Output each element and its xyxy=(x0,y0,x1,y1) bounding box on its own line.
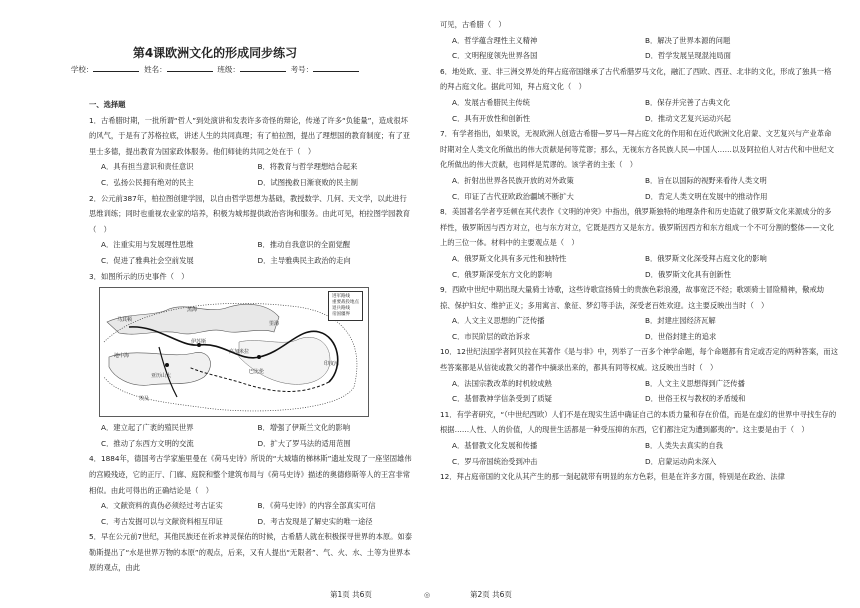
option[interactable]: D．俄罗斯文化具有创新性 xyxy=(645,269,731,279)
question-4-options xyxy=(89,498,414,529)
question-1: 1．古希腊时期，一批所谓“哲人”到处演讲和发表许多奇怪的辩论，传递了许多“负能量”，造成很坏的风气，于是有了苏格拉底，讲述人生的共同真理；有了柏拉图，提出了理想国的教育制度；有了亚里士多德，提出教育为国家政体服务。他们师徒的共同之处在于（ ） xyxy=(89,115,411,156)
student-info xyxy=(0,63,430,75)
legend-item: 进军路线 xyxy=(332,294,350,300)
question-5-options xyxy=(440,33,838,64)
option[interactable]: A．哲学蕴含理性主义精神 xyxy=(452,35,538,45)
question-11: 11．有学者研究，“（中世纪西欧）人们不是在现实生活中确证自己的本质力量和存在价值，而是在虚幻的世界中寻找生存的根据……人性、人的价值，人的现世生活都是一种受压抑的东西，它们都注定为遭到鄙夷的”。这主要是由于（ ） xyxy=(440,409,837,435)
option[interactable]: A．俄罗斯文化具有多元性和独特性 xyxy=(452,253,567,263)
question-1-options xyxy=(89,159,414,190)
option[interactable]: C．弘扬公民拥有绝对的民主 xyxy=(101,177,194,187)
map-label: 黑海 xyxy=(187,307,198,314)
binding-mark-icon: ◎ xyxy=(424,591,431,599)
option[interactable]: B．将教育与哲学理想结合起来 xyxy=(257,162,358,172)
section-heading: 一、选择题 xyxy=(89,100,126,109)
option[interactable]: B．封建庄园经济瓦解 xyxy=(645,316,716,326)
question-6-options xyxy=(440,95,838,126)
map-label: 马其顿 xyxy=(117,317,133,324)
map-label: 埃及 xyxy=(139,396,150,403)
question-5: 5．早在公元前7世纪，其他民族还在祈求神灵保佑的时候，古希腊人就在积极探寻世界的本原。如泰勒斯提出了“水是世界万物的本原”的观点，后来，又有人提出“无限者”、气、火、水、土等为世界本原的观点，由此 xyxy=(89,532,413,573)
legend-item: 重要战役地点 xyxy=(332,300,359,306)
question-7-options xyxy=(440,173,838,204)
option[interactable]: D．考古发现是了解史实的唯一途径 xyxy=(257,516,373,526)
option[interactable]: B．增强了伊斯兰文化的影响 xyxy=(257,423,351,433)
option[interactable]: C．罗马帝国统治受到冲击 xyxy=(452,456,538,466)
option[interactable]: A．折射出世界各民族开放的对外政策 xyxy=(452,175,574,185)
question-9-options xyxy=(440,313,838,344)
question-10: 10．12世纪法国学者阿贝拉在其著作《是与非》中，列举了一百多个神学命题，每个命题都有肯定或否定的两种答案，而这些答案都是从信徒或教父的著作中摘录出来的，都具有同等权威。这反映出当时（ ） xyxy=(440,347,839,373)
option[interactable]: A．发展古希腊民主传统 xyxy=(452,97,530,107)
map-label: 印度河 xyxy=(324,361,340,368)
history-map xyxy=(99,287,369,417)
question-3-options xyxy=(89,420,414,451)
class-field[interactable] xyxy=(240,63,286,72)
option[interactable]: D．推动文艺复兴运动兴起 xyxy=(645,113,731,123)
map-label: 里海 xyxy=(269,321,280,328)
option[interactable]: C．市民阶层的政治诉求 xyxy=(452,331,531,341)
option[interactable]: A．具有担当意识和责任意识 xyxy=(101,162,194,172)
legend-item: 帝国疆界 xyxy=(332,312,350,318)
option[interactable]: C．促进了雅典社会空前发展 xyxy=(101,255,194,265)
right-page xyxy=(430,0,860,608)
question-7: 7．有学者指出，如果说，无视欧洲人创造古希腊—罗马—拜占庭文化的作用和在近代欧洲文化启蒙、文艺复兴与产业革命时期对全人类文化所做出的伟大贡献是何等荒谬；那么，无视东方各民族人民—中国人……以及阿拉伯人对古代和中世纪文化所做出的伟大贡献，也同样是荒谬的。该学者的主张（ ） xyxy=(440,129,835,170)
option[interactable]: A．法国宗教改革的时机较成熟 xyxy=(452,378,552,388)
question-2: 2．公元前387年，柏拉图创建学园，以自由哲学思想为基础，教授数学、几何、天文学，以此进行思维训练；同时也重视农业家的培养，积极为城邦提供政治咨询和服务。由此可见，柏拉图学园教育（ ） xyxy=(89,193,411,234)
option[interactable]: D．肯定人类文明在发展中的推动作用 xyxy=(645,191,768,201)
legend-item: 退兵路线 xyxy=(332,306,350,312)
school-label: 学校： xyxy=(70,65,94,74)
option[interactable]: B．人文主义思想得到广泛传播 xyxy=(645,378,745,388)
option[interactable]: C．基督教神学信条受到了质疑 xyxy=(452,394,552,404)
page-title: 第4课欧洲文化的形成同步练习 xyxy=(132,46,298,60)
question-10-options xyxy=(440,376,838,407)
right-column xyxy=(440,17,838,485)
option[interactable]: D．主导雅典民主政治的走向 xyxy=(257,255,351,265)
option[interactable]: D．启蒙运动尚未深入 xyxy=(645,456,717,466)
option[interactable]: B．推动自我意识的全面觉醒 xyxy=(257,240,351,250)
option[interactable]: D．世俗王权与教权的矛盾缓和 xyxy=(645,394,746,404)
name-label: 姓名： xyxy=(144,65,167,74)
map-label: 地中海 xyxy=(114,353,130,360)
option[interactable]: C．推动了东西方文明的交流 xyxy=(101,438,194,448)
map-label: 亚历山大 xyxy=(151,373,172,380)
map-legend xyxy=(328,291,363,321)
option[interactable]: B．解决了世界本源的问题 xyxy=(645,35,731,45)
question-8-options xyxy=(440,251,838,282)
option[interactable]: D．扩大了罗马法的适用范围 xyxy=(257,438,351,448)
option[interactable]: B．《荷马史诗》的内容全部真实可信 xyxy=(257,501,376,511)
option[interactable]: D．世俗封建主的追求 xyxy=(645,331,717,341)
option[interactable]: A．基督教文化发展和传播 xyxy=(452,441,538,451)
question-4: 4．1884年，德国考古学家施里曼在《荷马史诗》所说的“大城墙的梯林斯”遗址发现了一座坚固雄伟的宫殿残迹，它的正厅、门廊、庭院和整个建筑布局与《荷马史诗》描述的奥德修斯等人的王宫非常相似。由此可得出的正确结论是（ ） xyxy=(89,454,412,495)
option[interactable]: A．注重实用与发展理性思维 xyxy=(101,240,194,250)
option[interactable]: C．考古发掘可以与文献资料相互印证 xyxy=(101,516,223,526)
option[interactable]: C．具有开放性和创新性 xyxy=(452,113,531,123)
question-6: 6．地处欧、亚、非三洲交界处的拜占庭帝国继承了古代希腊罗马文化，融汇了西欧、西亚、北非的文化，形成了独具一格的拜占庭文化。据此可知，拜占庭文化（ ） xyxy=(440,66,832,92)
question-2-options xyxy=(89,237,414,268)
class-label: 班级： xyxy=(217,65,240,74)
question-5-cont: 可见，古希腊（ ） xyxy=(440,20,506,29)
option[interactable]: C．印证了古代亚欧政治疆域不断扩大 xyxy=(452,191,574,201)
option[interactable]: A．人文主义思想的广泛传播 xyxy=(452,316,545,326)
exam-field[interactable] xyxy=(313,63,359,72)
question-9: 9．西欧中世纪中期出现大量骑士诗歌，这些诗歌宣扬骑士的贵族色彩浪漫，故事宽泛不经；歌颂骑士冒险精神，儆戒劫掠、保护妇女、维护正义；多用寓言、象征、梦幻等手法，深受老百姓欢迎。这主要反映出当时（ ） xyxy=(440,285,825,310)
name-field[interactable] xyxy=(167,63,213,72)
map-label: 巴比伦 xyxy=(249,369,265,376)
option[interactable]: D．试图挽救日渐衰败的民主制 xyxy=(257,177,358,187)
option[interactable]: C．俄罗斯深受东方文化的影响 xyxy=(452,269,552,279)
option[interactable]: A．文献资料的真伪必须经过考古证实 xyxy=(101,501,223,511)
option[interactable]: B．人类失去真实的自我 xyxy=(645,441,723,451)
map-label: 高加米拉 xyxy=(229,349,250,356)
page-footer: 第1页 共6页 xyxy=(330,590,372,599)
option[interactable]: B．旨在以国际的视野来看待人类文明 xyxy=(645,175,767,185)
option[interactable]: C．文明程度领先世界各国 xyxy=(452,51,538,61)
left-column xyxy=(89,97,414,576)
option[interactable]: B．俄罗斯文化深受拜占庭文化的影响 xyxy=(645,253,767,263)
option[interactable]: B．保存并完善了古典文化 xyxy=(645,97,731,107)
option[interactable]: D．哲学发展呈现混沌局面 xyxy=(645,51,731,61)
question-11-options xyxy=(440,438,838,469)
question-3: 3．如图所示的历史事件（ ） xyxy=(89,271,189,281)
map-label: 伊苏斯 xyxy=(191,339,207,346)
question-12: 12．拜占庭帝国的文化从其产生的那一刻起就带有明显的东方色彩，但是在许多方面，特别是在政治、法律 xyxy=(440,472,785,482)
page-footer: 第2页 共6页 xyxy=(470,590,512,599)
school-field[interactable] xyxy=(93,63,139,72)
question-8: 8．美国著名学者亨廷顿在其代表作《文明的冲突》中指出，俄罗斯独特的地理条件和历史造就了俄罗斯文化来源成分的多样性，俄罗斯因与西方对立，也与东方对立，它既是西方又是东方。俄罗斯因西方和东方组成一个不可分割的整体——文化上的三位一体。材料中的主要观点是（ ） xyxy=(440,207,835,248)
option[interactable]: A．建立起了广袤的殖民世界 xyxy=(101,423,194,433)
exam-label: 考号： xyxy=(290,65,314,74)
